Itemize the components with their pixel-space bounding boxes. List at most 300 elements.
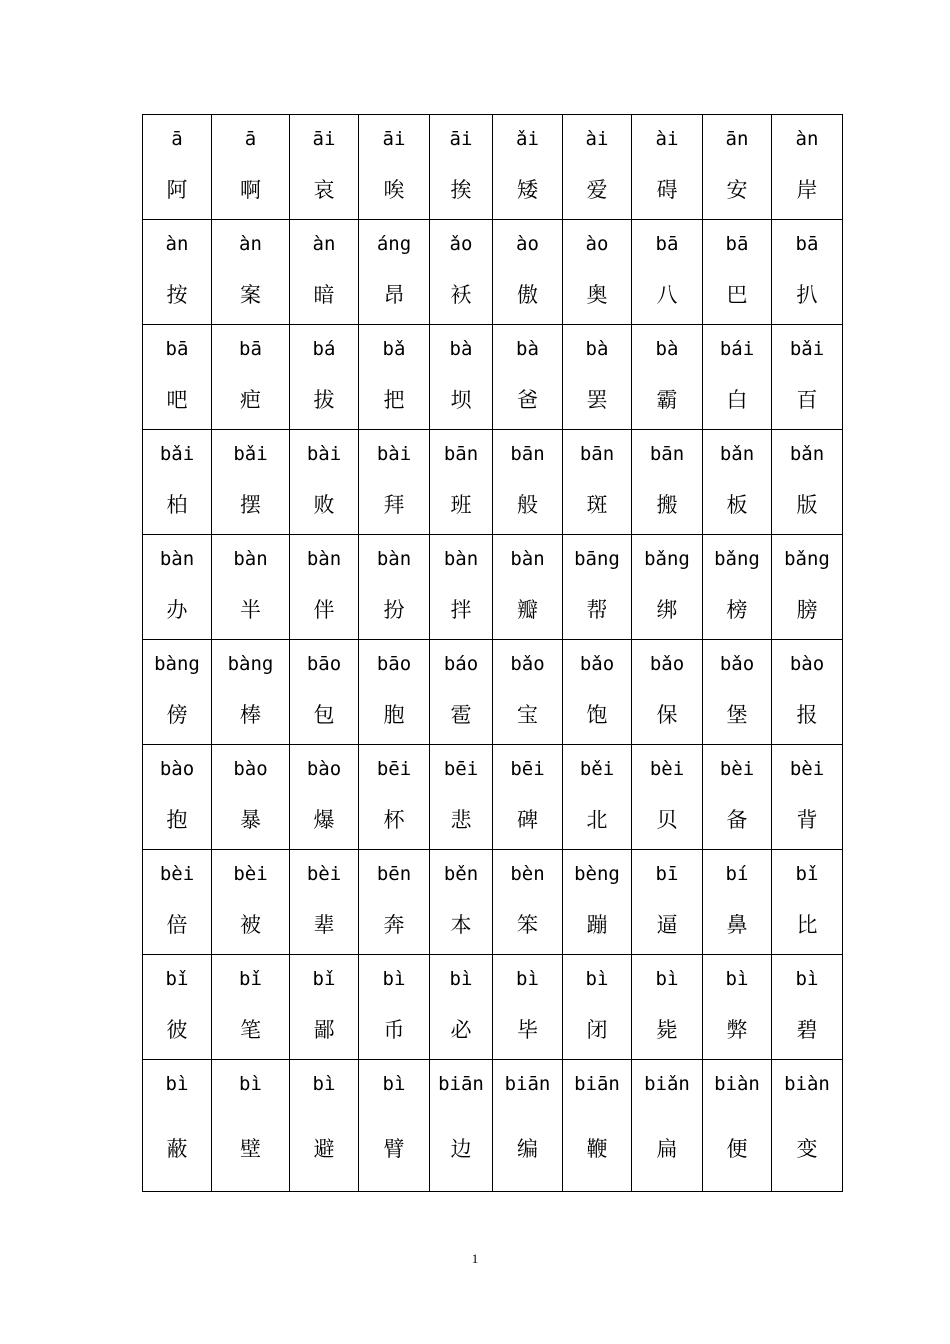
hanzi-character: 变 — [796, 1137, 818, 1161]
character-cell — [493, 1060, 563, 1192]
hanzi-character: 币 — [383, 1018, 405, 1042]
pinyin-label: bèi — [306, 863, 342, 885]
pinyin-label: bàn — [233, 548, 268, 570]
pinyin-label: bái — [719, 338, 755, 360]
character-cell — [563, 850, 632, 955]
character-cell — [290, 1060, 359, 1192]
pinyin-label: ǎi — [516, 128, 539, 150]
character-cell — [772, 640, 843, 745]
hanzi-character: 傍 — [166, 703, 188, 727]
character-cell — [290, 640, 359, 745]
hanzi-character: 扒 — [796, 283, 818, 307]
pinyin-label: bāo — [376, 653, 412, 675]
pinyin-label: biān — [574, 1073, 620, 1095]
hanzi-character: 边 — [450, 1137, 472, 1161]
character-cell — [493, 850, 563, 955]
hanzi-character: 扮 — [383, 598, 405, 622]
pinyin-label: bào — [789, 653, 825, 675]
pinyin-label: bì — [725, 968, 749, 990]
table-row — [143, 745, 843, 850]
pinyin-label: bàn — [443, 548, 479, 570]
character-cell — [772, 430, 843, 535]
character-cell — [143, 955, 212, 1060]
character-cell — [212, 640, 290, 745]
hanzi-character: 蔽 — [166, 1137, 188, 1161]
hanzi-character: 碑 — [517, 808, 538, 832]
hanzi-character: 霸 — [656, 388, 678, 412]
pinyin-label: bǎi — [789, 338, 825, 360]
hanzi-character: 绑 — [656, 598, 678, 622]
hanzi-character: 班 — [450, 493, 472, 517]
table-row — [143, 955, 843, 1060]
pinyin-label: bǐ — [239, 968, 262, 990]
pinyin-label: bēi — [510, 758, 545, 780]
pinyin-label: bà — [655, 338, 679, 360]
character-cell — [703, 1060, 772, 1192]
character-cell — [290, 850, 359, 955]
hanzi-character: 倍 — [166, 913, 188, 937]
hanzi-character: 碍 — [656, 178, 678, 202]
hanzi-character: 备 — [726, 808, 748, 832]
character-cell — [430, 220, 493, 325]
character-cell — [772, 220, 843, 325]
hanzi-character: 坝 — [450, 388, 472, 412]
character-cell — [772, 325, 843, 430]
pinyin-label: bā — [795, 233, 819, 255]
pinyin-label: ào — [516, 233, 539, 255]
pinyin-label: bèi — [649, 758, 685, 780]
pinyin-label: áng — [376, 233, 412, 255]
pinyin-label: bàng — [227, 653, 274, 675]
hanzi-character: 巴 — [726, 283, 748, 307]
character-cell — [772, 745, 843, 850]
character-cell — [703, 325, 772, 430]
character-cell — [563, 220, 632, 325]
pinyin-label: bài — [376, 443, 412, 465]
hanzi-character: 毕 — [517, 1018, 538, 1042]
pinyin-label: bì — [382, 968, 406, 990]
pinyin-label: bǎi — [159, 443, 195, 465]
pinyin-label: ǎo — [449, 233, 473, 255]
pinyin-label: bà — [585, 338, 609, 360]
pinyin-label: àn — [795, 128, 819, 150]
character-cell — [143, 220, 212, 325]
hanzi-character: 奥 — [586, 283, 608, 307]
character-cell — [703, 745, 772, 850]
pinyin-label: biàn — [714, 1073, 760, 1095]
hanzi-character: 壁 — [240, 1137, 261, 1161]
character-cell — [212, 325, 290, 430]
pinyin-label: bào — [233, 758, 268, 780]
hanzi-character: 笨 — [517, 913, 538, 937]
pinyin-label: àn — [165, 233, 189, 255]
hanzi-character: 毙 — [656, 1018, 678, 1042]
hanzi-character: 败 — [313, 493, 335, 517]
pinyin-label: bá — [312, 338, 336, 360]
character-cell — [430, 115, 493, 220]
pinyin-label: bèi — [789, 758, 825, 780]
hanzi-character: 白 — [726, 388, 748, 412]
pinyin-label: biǎn — [644, 1073, 690, 1095]
hanzi-character: 比 — [796, 913, 818, 937]
pinyin-label: bào — [306, 758, 342, 780]
pinyin-label: bǐ — [165, 968, 189, 990]
pinyin-label: bèng — [574, 863, 620, 885]
pinyin-label: bǎng — [784, 548, 830, 570]
pinyin-label: bāng — [574, 548, 620, 570]
character-cell — [632, 430, 703, 535]
character-cell — [632, 745, 703, 850]
hanzi-character: 扁 — [656, 1137, 678, 1161]
character-cell — [359, 1060, 430, 1192]
character-cell — [359, 745, 430, 850]
character-cell — [143, 115, 212, 220]
hanzi-character: 把 — [383, 388, 405, 412]
hanzi-character: 胞 — [383, 703, 405, 727]
hanzi-character: 必 — [450, 1018, 472, 1042]
pinyin-label: bàn — [306, 548, 342, 570]
pinyin-label: biàn — [784, 1073, 830, 1095]
character-cell — [493, 535, 563, 640]
pinyin-label: ài — [655, 128, 679, 150]
character-cell — [143, 745, 212, 850]
character-cell — [632, 850, 703, 955]
character-cell — [430, 640, 493, 745]
hanzi-character: 安 — [726, 178, 748, 202]
character-cell — [359, 850, 430, 955]
pinyin-label: ā — [171, 128, 183, 150]
character-cell — [290, 220, 359, 325]
character-cell — [212, 220, 290, 325]
hanzi-character: 臂 — [383, 1137, 405, 1161]
hanzi-character: 爸 — [517, 388, 538, 412]
character-cell — [563, 640, 632, 745]
character-cell — [290, 115, 359, 220]
pinyin-label: bì — [165, 1073, 189, 1095]
character-cell — [493, 325, 563, 430]
character-cell — [703, 850, 772, 955]
pinyin-label: bā — [725, 233, 749, 255]
pinyin-label: bào — [159, 758, 195, 780]
pinyin-label: bì — [382, 1073, 406, 1095]
hanzi-character: 拜 — [383, 493, 405, 517]
hanzi-character: 柏 — [166, 493, 188, 517]
character-cell — [359, 325, 430, 430]
character-cell — [703, 115, 772, 220]
character-cell — [632, 955, 703, 1060]
pinyin-label: ào — [585, 233, 609, 255]
hanzi-character: 办 — [166, 598, 188, 622]
hanzi-character: 堡 — [726, 703, 748, 727]
character-cell — [493, 115, 563, 220]
pinyin-label: bēi — [376, 758, 412, 780]
character-cell — [772, 115, 843, 220]
pinyin-label: bān — [579, 443, 615, 465]
pinyin-label: bì — [239, 1073, 262, 1095]
pinyin-label: bí — [725, 863, 749, 885]
hanzi-character: 被 — [240, 913, 261, 937]
hanzi-character: 棒 — [240, 703, 261, 727]
character-cell — [563, 745, 632, 850]
pinyin-label: bì — [516, 968, 539, 990]
pinyin-label: ā — [244, 128, 257, 150]
character-cell — [359, 220, 430, 325]
character-cell — [493, 955, 563, 1060]
pinyin-label: bī — [655, 863, 679, 885]
pinyin-label: bǎng — [714, 548, 760, 570]
character-cell — [563, 955, 632, 1060]
character-cell — [563, 325, 632, 430]
character-cell — [632, 325, 703, 430]
pinyin-label: ān — [725, 128, 749, 150]
character-cell — [143, 640, 212, 745]
hanzi-character: 奔 — [383, 913, 405, 937]
table-row — [143, 115, 843, 220]
character-cell — [359, 955, 430, 1060]
character-cell — [290, 535, 359, 640]
character-cell — [563, 430, 632, 535]
hanzi-character: 包 — [313, 703, 335, 727]
hanzi-character: 闭 — [586, 1018, 608, 1042]
pinyin-label: bān — [649, 443, 685, 465]
hanzi-character: 抱 — [166, 808, 188, 832]
character-cell — [632, 115, 703, 220]
hanzi-character: 拌 — [450, 598, 472, 622]
pinyin-label: bèi — [719, 758, 755, 780]
pinyin-label: biān — [438, 1073, 484, 1095]
character-cell — [359, 640, 430, 745]
pinyin-label: bǎn — [789, 443, 825, 465]
character-cell — [359, 535, 430, 640]
character-cell — [430, 850, 493, 955]
character-cell — [212, 115, 290, 220]
hanzi-character: 八 — [656, 283, 678, 307]
character-cell — [212, 535, 290, 640]
hanzi-character: 北 — [586, 808, 608, 832]
hanzi-character: 报 — [796, 703, 818, 727]
pinyin-label: bǎ — [382, 338, 406, 360]
hanzi-character: 百 — [796, 388, 818, 412]
pinyin-character-table — [142, 114, 843, 1192]
pinyin-label: bǎo — [510, 653, 545, 675]
pinyin-label: bèi — [159, 863, 195, 885]
pinyin-label: běn — [443, 863, 479, 885]
hanzi-character: 弊 — [726, 1018, 748, 1042]
hanzi-character: 暗 — [313, 283, 335, 307]
pinyin-label: bǎo — [719, 653, 755, 675]
hanzi-character: 伴 — [313, 598, 335, 622]
pinyin-label: bā — [239, 338, 262, 360]
character-cell — [493, 640, 563, 745]
character-cell — [430, 1060, 493, 1192]
pinyin-label: bǎn — [719, 443, 755, 465]
table-row — [143, 535, 843, 640]
character-cell — [143, 325, 212, 430]
character-cell — [212, 850, 290, 955]
character-cell — [493, 430, 563, 535]
character-cell — [430, 325, 493, 430]
hanzi-character: 挨 — [450, 178, 472, 202]
pinyin-label: bǐ — [312, 968, 336, 990]
hanzi-character: 笔 — [240, 1018, 261, 1042]
pinyin-label: āi — [449, 128, 473, 150]
hanzi-character: 唉 — [383, 178, 405, 202]
character-cell — [290, 325, 359, 430]
character-cell — [143, 535, 212, 640]
hanzi-character: 拔 — [313, 388, 335, 412]
page-number: 1 — [471, 1251, 479, 1266]
character-cell — [563, 535, 632, 640]
pinyin-label: āi — [312, 128, 336, 150]
pinyin-label: bàn — [510, 548, 545, 570]
hanzi-character: 案 — [240, 283, 261, 307]
hanzi-character: 帮 — [586, 598, 608, 622]
character-cell — [430, 745, 493, 850]
hanzi-character: 版 — [796, 493, 818, 517]
hanzi-character: 吧 — [166, 388, 188, 412]
table-row — [143, 325, 843, 430]
pinyin-label: bà — [516, 338, 539, 360]
hanzi-character: 鼻 — [726, 913, 748, 937]
pinyin-label: bàng — [154, 653, 200, 675]
pinyin-label: bēn — [376, 863, 412, 885]
character-cell — [212, 1060, 290, 1192]
hanzi-character: 辈 — [313, 913, 335, 937]
character-cell — [493, 220, 563, 325]
hanzi-character: 逼 — [656, 913, 678, 937]
hanzi-character: 宝 — [517, 703, 538, 727]
character-cell — [143, 850, 212, 955]
hanzi-character: 膀 — [796, 598, 818, 622]
pinyin-label: bèn — [510, 863, 545, 885]
hanzi-character: 瓣 — [517, 598, 538, 622]
hanzi-character: 避 — [313, 1137, 335, 1161]
pinyin-label: báo — [443, 653, 479, 675]
hanzi-character: 般 — [517, 493, 538, 517]
pinyin-label: bì — [655, 968, 679, 990]
hanzi-character: 杯 — [383, 808, 405, 832]
pinyin-label: biān — [504, 1073, 551, 1095]
table-row — [143, 850, 843, 955]
hanzi-character: 背 — [796, 808, 818, 832]
pinyin-label: běi — [579, 758, 615, 780]
pinyin-label: bì — [795, 968, 819, 990]
pinyin-label: bǎng — [644, 548, 690, 570]
character-cell — [430, 955, 493, 1060]
hanzi-character: 搬 — [656, 493, 678, 517]
hanzi-character: 阿 — [166, 178, 188, 202]
pinyin-label: bàn — [159, 548, 195, 570]
character-cell — [772, 1060, 843, 1192]
pinyin-label: bà — [449, 338, 473, 360]
hanzi-character: 摆 — [240, 493, 261, 517]
pinyin-label: àn — [239, 233, 262, 255]
character-cell — [632, 1060, 703, 1192]
character-cell — [212, 955, 290, 1060]
hanzi-character: 蹦 — [586, 913, 608, 937]
hanzi-character: 碧 — [796, 1018, 818, 1042]
character-cell — [359, 115, 430, 220]
hanzi-character: 罢 — [586, 388, 608, 412]
character-cell — [430, 535, 493, 640]
hanzi-character: 鞭 — [586, 1137, 608, 1161]
pinyin-label: bèi — [233, 863, 268, 885]
character-cell — [703, 220, 772, 325]
hanzi-character: 编 — [517, 1137, 538, 1161]
character-cell — [212, 430, 290, 535]
pinyin-label: bāo — [306, 653, 342, 675]
pinyin-label: bān — [510, 443, 545, 465]
pinyin-label: bì — [585, 968, 609, 990]
pinyin-label: bǎo — [579, 653, 615, 675]
hanzi-character: 哀 — [313, 178, 335, 202]
hanzi-character: 疤 — [240, 388, 261, 412]
pinyin-label: bǐ — [795, 863, 819, 885]
hanzi-character: 袄 — [450, 283, 472, 307]
pinyin-label: àn — [312, 233, 336, 255]
character-cell — [143, 1060, 212, 1192]
character-cell — [703, 430, 772, 535]
pinyin-label: āi — [382, 128, 406, 150]
character-cell — [290, 745, 359, 850]
pinyin-label: bǎi — [233, 443, 268, 465]
table-row — [143, 640, 843, 745]
character-cell — [632, 640, 703, 745]
pinyin-label: bā — [165, 338, 189, 360]
hanzi-character: 爆 — [313, 808, 335, 832]
character-cell — [212, 745, 290, 850]
character-cell — [430, 430, 493, 535]
table-row — [143, 1060, 843, 1192]
character-cell — [493, 745, 563, 850]
pinyin-label: bēi — [443, 758, 479, 780]
hanzi-character: 傲 — [517, 283, 538, 307]
hanzi-character: 半 — [240, 598, 261, 622]
hanzi-character: 暴 — [240, 808, 261, 832]
character-cell — [703, 535, 772, 640]
hanzi-character: 饱 — [586, 703, 608, 727]
hanzi-character: 贝 — [656, 808, 678, 832]
table-row — [143, 220, 843, 325]
hanzi-character: 本 — [450, 913, 472, 937]
hanzi-character: 爱 — [586, 178, 608, 202]
pinyin-label: bì — [449, 968, 473, 990]
pinyin-label: bàn — [376, 548, 412, 570]
character-cell — [703, 955, 772, 1060]
hanzi-character: 昂 — [383, 283, 405, 307]
character-cell — [772, 535, 843, 640]
hanzi-character: 悲 — [450, 808, 472, 832]
character-cell — [772, 850, 843, 955]
pinyin-label: ài — [585, 128, 609, 150]
table-row — [143, 430, 843, 535]
hanzi-character: 彼 — [166, 1018, 188, 1042]
hanzi-character: 板 — [726, 493, 748, 517]
hanzi-character: 矮 — [517, 178, 538, 202]
hanzi-character: 榜 — [726, 598, 748, 622]
character-cell — [290, 955, 359, 1060]
hanzi-character: 鄙 — [313, 1018, 335, 1042]
table-body — [143, 115, 843, 1192]
pinyin-label: bì — [312, 1073, 336, 1095]
character-cell — [632, 220, 703, 325]
pinyin-label: bài — [306, 443, 342, 465]
character-cell — [359, 430, 430, 535]
character-cell — [563, 115, 632, 220]
hanzi-character: 按 — [166, 283, 188, 307]
hanzi-character: 啊 — [240, 178, 261, 202]
hanzi-character: 斑 — [586, 493, 608, 517]
